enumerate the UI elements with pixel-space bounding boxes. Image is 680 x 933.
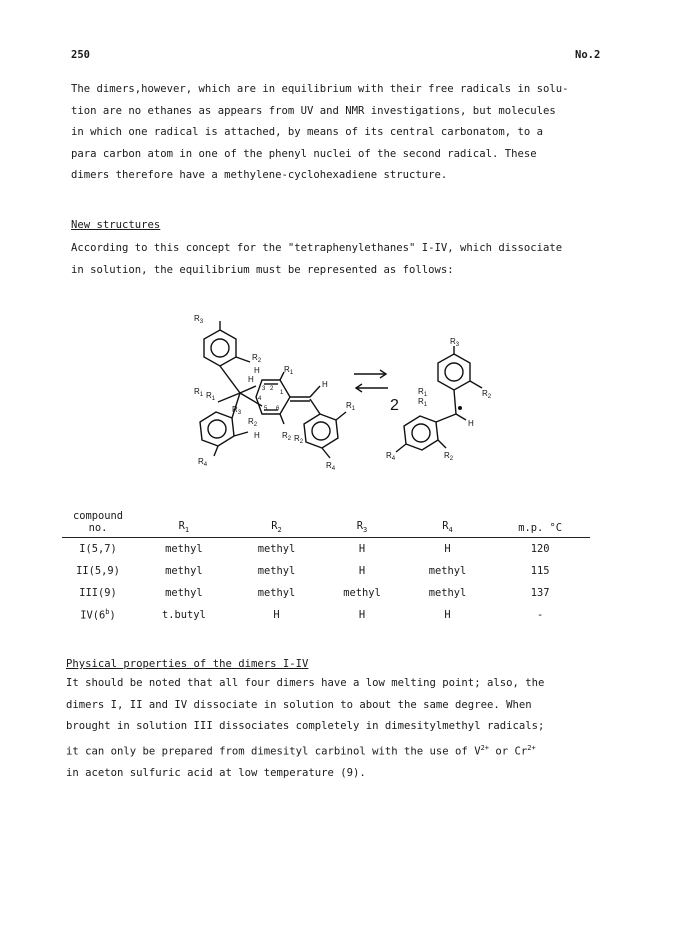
- equilibrium-structure-figure: [170, 308, 510, 488]
- r1-label: $R_1$: [418, 387, 428, 398]
- cell-r3: H: [358, 543, 366, 555]
- page-number: 250: [71, 49, 90, 61]
- ring-number: 1: [280, 390, 284, 396]
- cell-r2: methyl: [257, 587, 296, 599]
- cell-r4: H: [444, 609, 451, 621]
- cell-r4: methyl: [428, 565, 467, 577]
- r2-label: $R_2$: [248, 417, 258, 428]
- new-structures-paragraph: [71, 238, 621, 281]
- header-compound: compound no.: [62, 508, 134, 538]
- cell-r2: methyl: [257, 565, 296, 577]
- ring-number: 3: [262, 386, 266, 392]
- r3-label: $R_3$: [450, 337, 460, 348]
- table-row: [62, 538, 590, 561]
- table-row: [62, 560, 590, 582]
- ring-number: 4: [258, 396, 262, 402]
- cell-mp: -: [536, 609, 544, 621]
- cell-r3: H: [358, 565, 366, 577]
- cell-r1: t.butyl: [161, 609, 206, 621]
- header-r4: $R_4$: [405, 508, 491, 538]
- cell-r3: H: [358, 609, 366, 621]
- text-line: It should be noted that all four dimers have a low melting point; also, the: [66, 677, 545, 689]
- ring-number: 5: [264, 406, 268, 412]
- text-line: According to this concept for the "tetraphenylethanes" I-IV, which dissociate: [71, 242, 563, 254]
- h-label: H: [322, 380, 328, 389]
- cell-r1: methyl: [165, 587, 203, 599]
- text-line: dimers therefore have a methylene-cyclohexadiene structure.: [71, 169, 448, 181]
- r4-label: $R_4$: [198, 457, 208, 468]
- r4-label: $R_4$: [386, 451, 396, 462]
- text-line: it can only be prepared from dimesityl carbinol with the use of $V^{2+}$ or $Cr^{2+}$: [66, 743, 536, 758]
- cell-mp: 137: [530, 587, 550, 599]
- r1-label: $R_1$: [418, 397, 428, 408]
- text-line: dimers I, II and IV dissociate in solution to about the same degree. When: [66, 698, 532, 711]
- table-row: [62, 582, 590, 604]
- r1-label: $R_1$: [194, 387, 204, 398]
- cell-r4: H: [444, 543, 451, 555]
- section-heading-new-structures: New structures: [71, 219, 161, 231]
- r2-label: $R_2$: [294, 434, 304, 445]
- cell-compound: I(5,7): [79, 543, 117, 555]
- r2-label: $R_2$: [482, 389, 492, 400]
- cell-mp: 120: [530, 543, 550, 555]
- header-r2: $R_2$: [234, 508, 320, 538]
- dimer-structure: [194, 314, 356, 472]
- cell-r1: methyl: [165, 543, 203, 555]
- cell-compound: II(5,9): [76, 565, 120, 577]
- r3-label: $R_3$: [232, 405, 242, 416]
- r2-label: $R_2$: [282, 431, 292, 442]
- stoichiometric-coefficient: 2: [390, 397, 399, 414]
- cell-mp: 115: [530, 565, 550, 577]
- cell-compound: IV(6$^b$): [80, 608, 116, 622]
- table-row: [62, 604, 590, 626]
- header-mp: m.p. °C: [490, 508, 590, 538]
- text-line: tion are no ethanes as appears from UV and NMR investigations, but molecules: [71, 104, 556, 117]
- r2-label: $R_2$: [252, 353, 262, 364]
- cell-compound: III(9): [79, 587, 117, 599]
- cell-r2: H: [273, 609, 280, 621]
- h-label: H: [254, 431, 260, 440]
- header-r3: $R_3$: [319, 508, 405, 538]
- text-line: brought in solution III dissociates completely in dimesitylmethyl radicals;: [66, 720, 545, 732]
- cell-r1: methyl: [165, 565, 203, 577]
- r3-label: $R_3$: [194, 314, 204, 325]
- ring-number: 2: [270, 386, 274, 392]
- text-line: in which one radical is attached, by means of its central carbonatom, to a: [71, 126, 543, 138]
- radical-structure: [386, 337, 492, 462]
- cell-r3: methyl: [343, 587, 381, 599]
- header-r1: $R_1$: [134, 508, 234, 538]
- table-header-row: [62, 508, 590, 538]
- h-label: H: [248, 375, 254, 384]
- r1-label: $R_1$: [284, 365, 294, 376]
- r2-label: $R_2$: [444, 451, 454, 462]
- h-label: H: [468, 419, 474, 428]
- cell-r4: methyl: [428, 587, 467, 599]
- ring-number: 6: [276, 406, 280, 412]
- physical-properties-paragraph: [66, 673, 616, 784]
- h-label: H: [254, 366, 260, 375]
- section-heading-physical-properties: Physical properties of the dimers I-IV: [66, 658, 309, 670]
- compounds-table: [62, 508, 590, 626]
- equilibrium-arrows: [354, 370, 388, 392]
- text-line: para carbon atom in one of the phenyl nuclei of the second radical. These: [71, 147, 537, 160]
- r4-label: $R_4$: [326, 461, 336, 472]
- text-line: in aceton sulfuric acid at low temperature (9).: [66, 766, 366, 779]
- intro-paragraph: [71, 79, 621, 187]
- text-line: in solution, the equilibrium must be represented as follows:: [71, 263, 454, 276]
- cell-r2: methyl: [257, 543, 296, 555]
- r1-label: $R_1$: [206, 391, 216, 402]
- journal-issue: No.2: [575, 49, 601, 61]
- r1-label: $R_1$: [346, 401, 356, 412]
- text-line: The dimers,however, which are in equilibrium with their free radicals in solu-: [71, 83, 569, 95]
